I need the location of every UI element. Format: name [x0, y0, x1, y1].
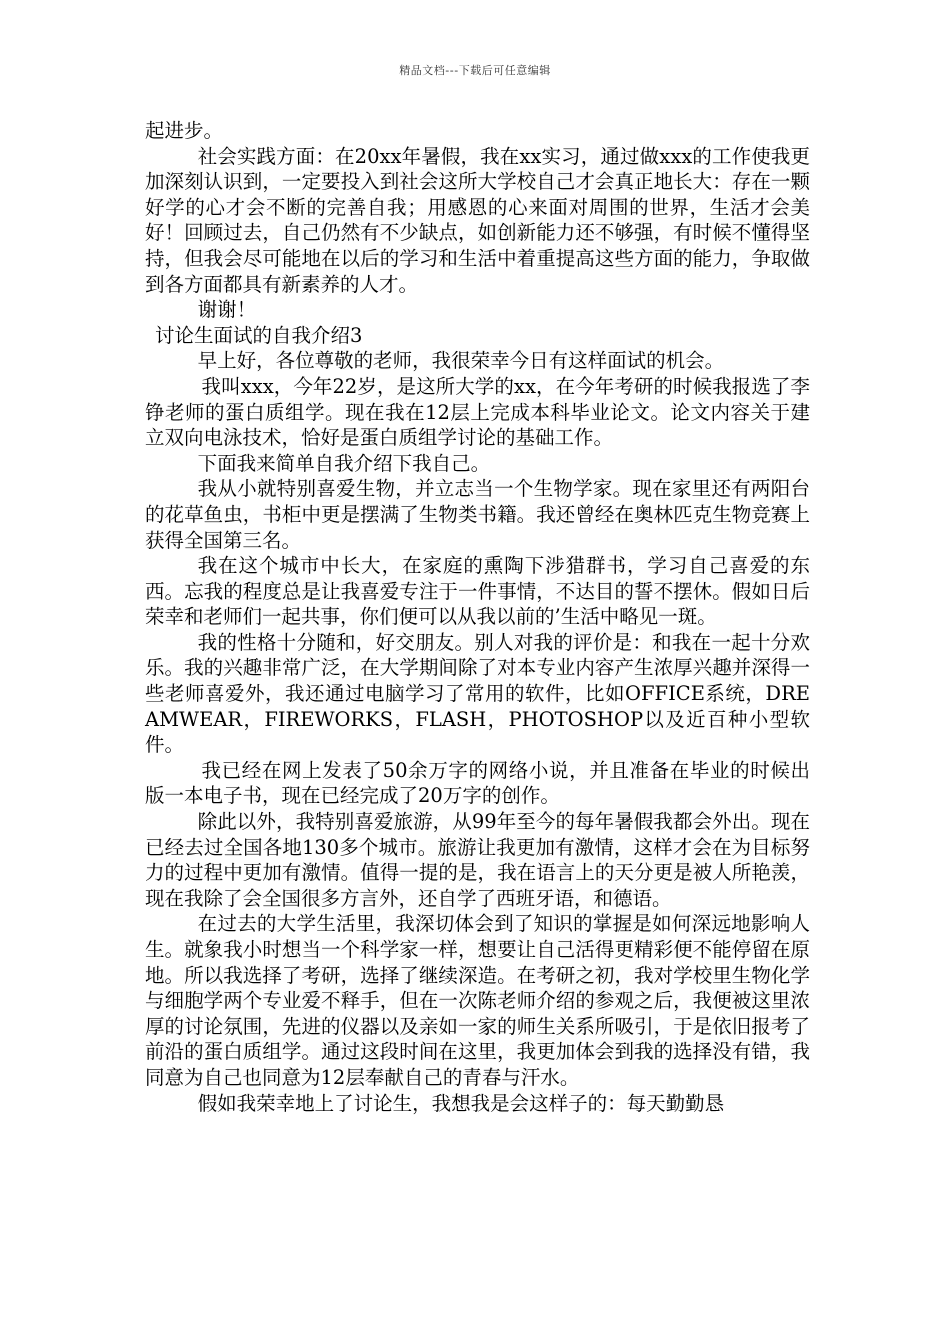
paragraph-novel: 我已经在网上发表了50余万字的网络小说，并且准备在毕业的时候出版一本电子书，现在已经完成了20万字的创作。 — [145, 758, 810, 808]
paragraph-city: 我在这个城市中长大，在家庭的熏陶下涉猎群书，学习自己喜爱的东西。忘我的程度总是让我喜爱专注于一件事情，不达目的誓不摆休。假如日后荣幸和老师们一起共事，你们便可以从我以前的’生活中略见一斑。 — [145, 554, 810, 629]
paragraph-self-intro-lead: 下面我来简单自我介绍下我自己。 — [197, 451, 491, 475]
paragraph-introduction: 我叫xxx，今年22岁，是这所大学的xx，在今年考研的时候我报选了李铮老师的蛋白质组学。现在我在12层上完成本科毕业论文。论文内容关于建立双向电泳技术，恰好是蛋白质组学讨论的基础工作。 — [145, 374, 810, 450]
paragraph-biology: 我从小就特别喜爱生物，并立志当一个生物学家。现在家里还有两阳台的花草鱼虫，书柜中更是摆满了生物类书籍。我还曾经在奥林匹克生物竞赛上获得全国第三名。 — [145, 477, 810, 552]
paragraph-future: 假如我荣幸地上了讨论生，我想我是会这样子的：每天勤勤恳 — [197, 1091, 725, 1115]
paragraph-personality: 我的性格十分随和，好交朋友。别人对我的评价是：和我在一起十分欢乐。我的兴趣非常广泛，在大学期间除了对本专业内容产生浓厚兴趣并深得一些老师喜爱外，我还通过电脑学习了常用的软件，比如OFFICE系统，DREAMWEAR，FIREWORKS，FLASH，PHOTOSHOP以及近百种小型软件。 — [145, 630, 810, 757]
paragraph-1: 起进步。 — [145, 119, 224, 142]
paragraph-greeting: 早上好，各位尊敬的老师，我很荣幸今日有这样面试的机会。 — [197, 349, 725, 373]
section-heading: 讨论生面试的自我介绍3 — [155, 323, 363, 347]
paragraph-university-life: 在过去的大学生活里，我深切体会到了知识的掌握是如何深远地影响人生。就象我小时想当一个科学家一样，想要让自己活得更精彩便不能停留在原地。所以我选择了考研，选择了继续深造。在考研之初，我对学校里生物化学与细胞学两个专业爱不释手，但在一次陈老师介绍的参观之后，我便被这里浓厚的讨论氛围，先进的仪器以及亲如一家的师生关系所吸引，于是依旧报考了前沿的蛋白质组学。通过这段时间在这里，我更加体会到我的选择没有错，我同意为自己也同意为12层奉献自己的青春与汗水。 — [145, 912, 810, 1089]
document-body — [145, 118, 810, 1116]
paragraph-social-practice: 社会实践方面：在20xx年暑假，我在xx实习，通过做xxx的工作使我更加深刻认识到，一定要投入到社会这所大学校自己才会真正地长大：存在一颗好学的心才会不断的完善自我；用感恩的心来面对周围的世界，生活才会美好！回顾过去，自己仍然有不少缺点，如创新能力还不够强，有时候不懂得坚持，但我会尽可能地在以后的学习和生活中着重提高这些方面的能力，争取做到各方面都具有新素养的人才。 — [145, 144, 810, 296]
paragraph-travel: 除此以外，我特别喜爱旅游，从99年至今的每年暑假我都会外出。现在已经去过全国各地130多个城市。旅游让我更加有激情，这样才会在为目标努力的过程中更加有激情。值得一提的是，我在语言上的天分更是被人所艳羡，现在我除了会全国很多方言外，还自学了西班牙语，和德语。 — [145, 810, 810, 910]
paragraph-thanks: 谢谢！ — [197, 298, 257, 322]
page-header-note: 精品文档---下载后可任意编辑 — [399, 64, 551, 77]
